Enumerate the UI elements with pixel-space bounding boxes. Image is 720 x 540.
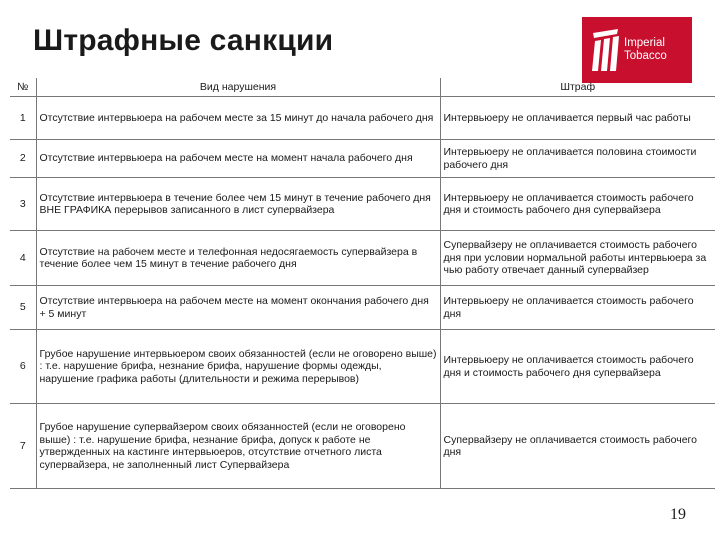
violation-cell: Отсутствие интервьюера на рабочем месте на момент начала рабочего дня <box>36 140 440 178</box>
table-row <box>10 178 715 231</box>
row-number: 1 <box>10 97 36 140</box>
row-number: 4 <box>10 231 36 286</box>
logo-text <box>624 37 667 63</box>
page-number: 19 <box>670 506 686 523</box>
row-number: 7 <box>10 404 36 489</box>
row-number: 3 <box>10 178 36 231</box>
table-header-row <box>10 78 715 97</box>
page-title: Штрафные санкции <box>33 24 334 57</box>
penalty-cell: Интервьюеру не оплачивается стоимость рабочего дня и стоимость рабочего дня супервайзера <box>440 178 715 231</box>
row-number: 6 <box>10 330 36 404</box>
violation-cell: Отсутствие интервьюера на рабочем месте на момент окончания рабочего дня + 5 минут <box>36 286 440 330</box>
table-row <box>10 286 715 330</box>
penalties-table <box>10 78 715 489</box>
imperial-tobacco-logo-icon <box>590 27 622 73</box>
logo-line-1: Imperial <box>624 37 665 49</box>
column-header-penalty: Штраф <box>440 78 715 97</box>
penalty-cell: Супервайзеру не оплачивается стоимость рабочего дня <box>440 404 715 489</box>
violation-cell: Грубое нарушение супервайзером своих обязанностей (если не оговорено выше) : т.е. нарушение брифа, незнание брифа, допуск к работе не утвержденных на кастинге интервьюеров, отсутствие отчетного листа супервайзера, не заполненный лист Супервайзера <box>36 404 440 489</box>
violation-cell: Отсутствие интервьюера в течение более чем 15 минут в течение рабочего дня ВНЕ ГРАФИКА перерывов записанного в лист супервайзера <box>36 178 440 231</box>
company-logo <box>582 17 692 83</box>
column-header-violation: Вид нарушения <box>36 78 440 97</box>
table-row <box>10 140 715 178</box>
table-row <box>10 231 715 286</box>
table-row <box>10 404 715 489</box>
penalty-cell: Интервьюеру не оплачивается первый час работы <box>440 97 715 140</box>
table-row <box>10 97 715 140</box>
column-header-number: № <box>10 78 36 97</box>
violation-cell: Отсутствие на рабочем месте и телефонная недосягаемость супервайзера в течение более чем 15 минут в течение рабочего дня <box>36 231 440 286</box>
penalty-cell: Интервьюеру не оплачивается стоимость рабочего дня и стоимость рабочего дня супервайзера <box>440 330 715 404</box>
penalty-cell: Интервьюеру не оплачивается стоимость рабочего дня <box>440 286 715 330</box>
row-number: 2 <box>10 140 36 178</box>
violation-cell: Грубое нарушение интервьюером своих обязанностей (если не оговорено выше) : т.е. нарушение брифа, незнание брифа, нарушение формы одежды, нарушение графика работы (длительности и режима перерывов) <box>36 330 440 404</box>
table-row <box>10 330 715 404</box>
penalty-cell: Супервайзеру не оплачивается стоимость рабочего дня при условии нормальной работы интервьюера за чью работу отвечает данный супервайзер <box>440 231 715 286</box>
row-number: 5 <box>10 286 36 330</box>
violation-cell: Отсутствие интервьюера на рабочем месте за 15 минут до начала рабочего дня <box>36 97 440 140</box>
logo-line-2: Tobacco <box>624 50 667 62</box>
penalty-cell: Интервьюеру не оплачивается половина стоимости рабочего дня <box>440 140 715 178</box>
